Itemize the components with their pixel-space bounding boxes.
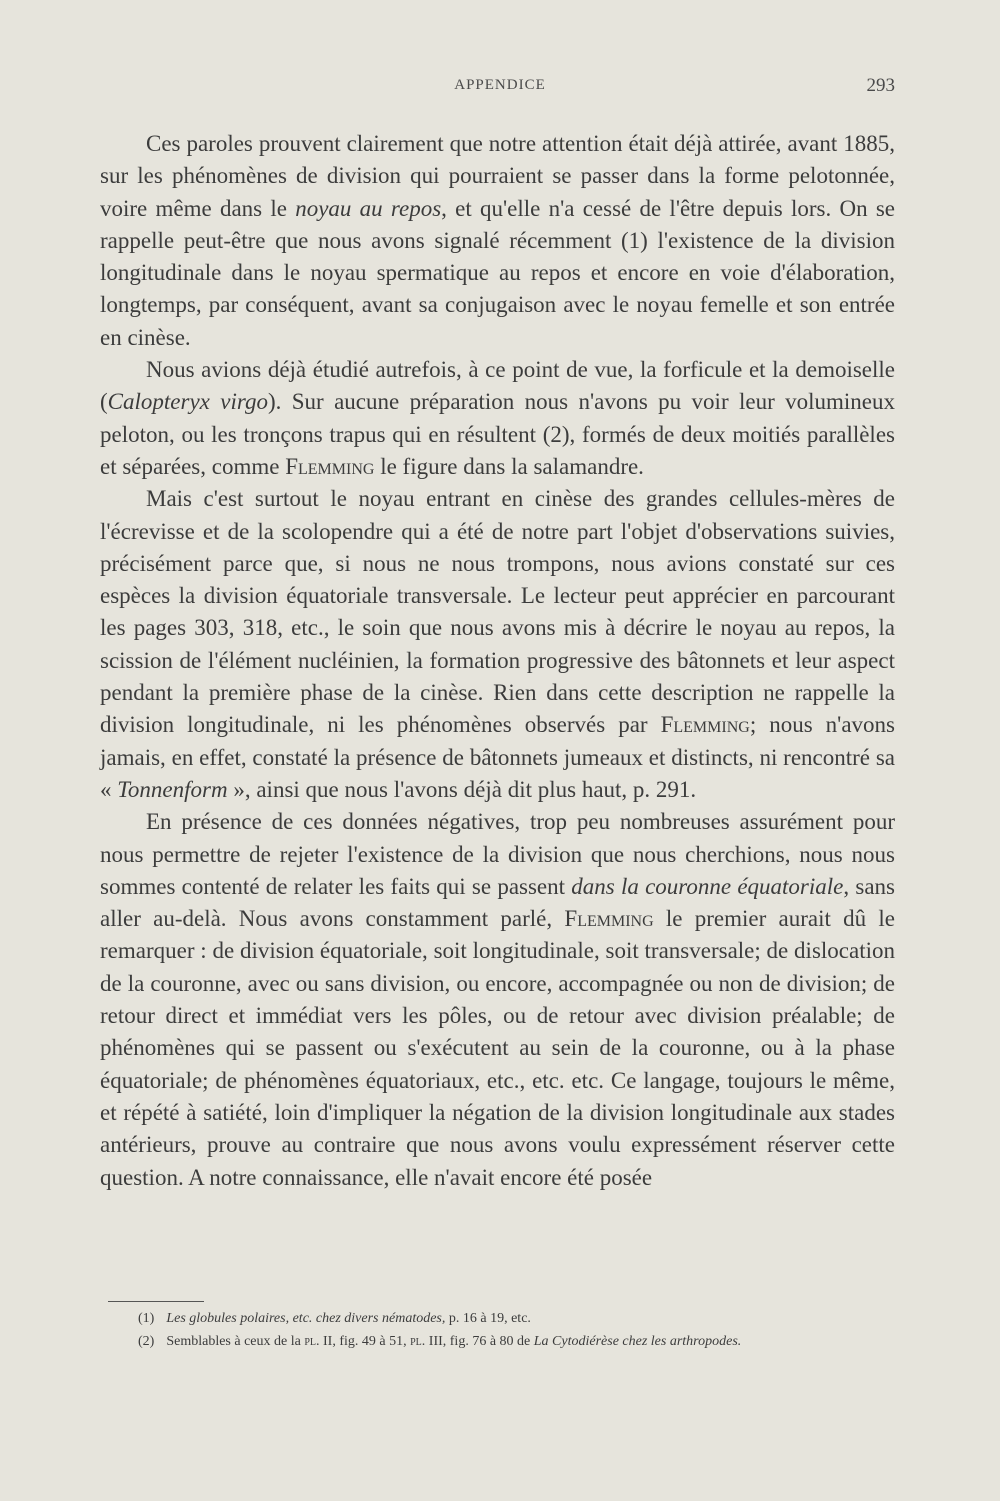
paragraph-2 xyxy=(100,354,895,483)
footnotes xyxy=(138,1307,898,1353)
text-run: le figure dans la salamandre. xyxy=(374,453,644,479)
text-run: ; nous n'avons jamais, en effet, constaté la présence de bâtonnets jumeaux et distincts, ni rencontré sa « xyxy=(100,712,895,802)
author-name: Flemming xyxy=(660,712,750,738)
running-head xyxy=(100,75,900,99)
text-run: Ces paroles prouvent clairement que notre attention était déjà attirée, avant 1885, sur les phénomènes de division qui pourraient se passer dans la forme pelotonnée, voire même dans le xyxy=(100,131,895,221)
text-run: Semblables à ceux de la xyxy=(166,1334,305,1349)
paragraph-3 xyxy=(100,483,895,806)
body-text xyxy=(100,128,895,1194)
running-title: APPENDICE xyxy=(454,77,546,93)
plate-abbrev: pl. xyxy=(304,1334,320,1349)
footnote-number: (1) xyxy=(138,1311,155,1326)
footnote-number: (2) xyxy=(138,1334,155,1349)
author-name: Flemming xyxy=(564,906,654,932)
italic-run: Tonnenform xyxy=(117,776,228,802)
italic-run: Les globules polaires, etc. chez divers nématodes, xyxy=(166,1311,446,1326)
italic-run: La Cytodiérèse chez les arthropodes. xyxy=(533,1334,742,1349)
author-name: Flemming xyxy=(285,453,375,479)
text-run: Nous avions déjà étudié autrefois, à ce point de vue, la forficule et la demoiselle ( xyxy=(100,357,895,415)
text-run: , et qu'elle n'a cessé de l'être depuis lors. On se rappelle peut-être que nous avons signalé récemment (1) l'existence de la division longitudinale dans le noyau spermatique au repos et encore en voie d'élaboration, longtemps, par conséquent, avant sa conjugaison avec le noyau femelle et son entrée en cinèse. xyxy=(100,195,895,350)
text-run: le premier aurait dû le remarquer : de division équatoriale, soit longitudinale, soit transversale; de dislocation de la couronne, avec ou sans division, ou encore, accompagnée ou non de division; de retour direct et immédiat vers les pôles, ou de retour avec division préalable; de phénomènes qui se passent ou s'exécutent au sein de la couronne, ou à la phase équatoriale; de phénomènes équatoriaux, etc., etc. etc. Ce langage, toujours le même, et répété à satiété, loin d'impliquer la négation de la division longitudinale aux stades antérieurs, prouve au contraire que nous avons voulu expressément réserver cette question. A notre connaissance, elle n'avait encore été posée xyxy=(100,906,895,1190)
text-run: En présence de ces données négatives, trop peu nombreuses assurément pour nous permettre de rejeter l'existence de la division que nous cherchions, nous nous sommes contenté de relater les faits qui se passent xyxy=(100,809,895,899)
paragraph-4 xyxy=(100,806,895,1194)
footnote-rule xyxy=(108,1301,204,1302)
text-run: , sans aller au-delà. Nous avons constamment parlé, xyxy=(100,873,895,932)
footnote-2 xyxy=(138,1330,898,1353)
text-run: III, fig. 76 à 80 de xyxy=(425,1334,534,1349)
text-run: p. 16 à 19, etc. xyxy=(445,1311,531,1326)
italic-run: dans la couronne équatoriale xyxy=(571,873,844,899)
plate-abbrev: pl. xyxy=(410,1334,426,1349)
text-run: ). Sur aucune préparation nous n'avons pu voir leur volumineux peloton, ou les tronçons trapus qui en résultent (2), formés de deux moitiés parallèles et séparées, comme xyxy=(100,389,895,479)
italic-run: noyau au repos xyxy=(295,195,442,221)
italic-run: Calopteryx virgo xyxy=(107,389,268,415)
footnote-1 xyxy=(138,1307,898,1330)
page-number: 293 xyxy=(866,75,895,96)
paragraph-1 xyxy=(100,128,895,354)
text-run: II, fig. 49 à 51, xyxy=(319,1334,411,1349)
text-run: », ainsi que nous l'avons déjà dit plus haut, p. 291. xyxy=(227,776,697,802)
text-run: Mais c'est surtout le noyau entrant en cinèse des grandes cellules-mères de l'écrevisse et de la scolopendre qui a été de notre part l'objet d'observations suivies, précisément parce que, si nous ne nous trompons, nous avions constaté sur ces espèces la division équatoriale transversale. Le lecteur peut apprécier en parcourant les pages 303, 318, etc., le soin que nous avons mis à décrire le noyau au repos, la scission de l'élément nucléinien, la formation progressive des bâtonnets et leur aspect pendant la première phase de la cinèse. Rien dans cette description ne rappelle la division longitudinale, ni les phénomènes observés par xyxy=(100,486,895,738)
